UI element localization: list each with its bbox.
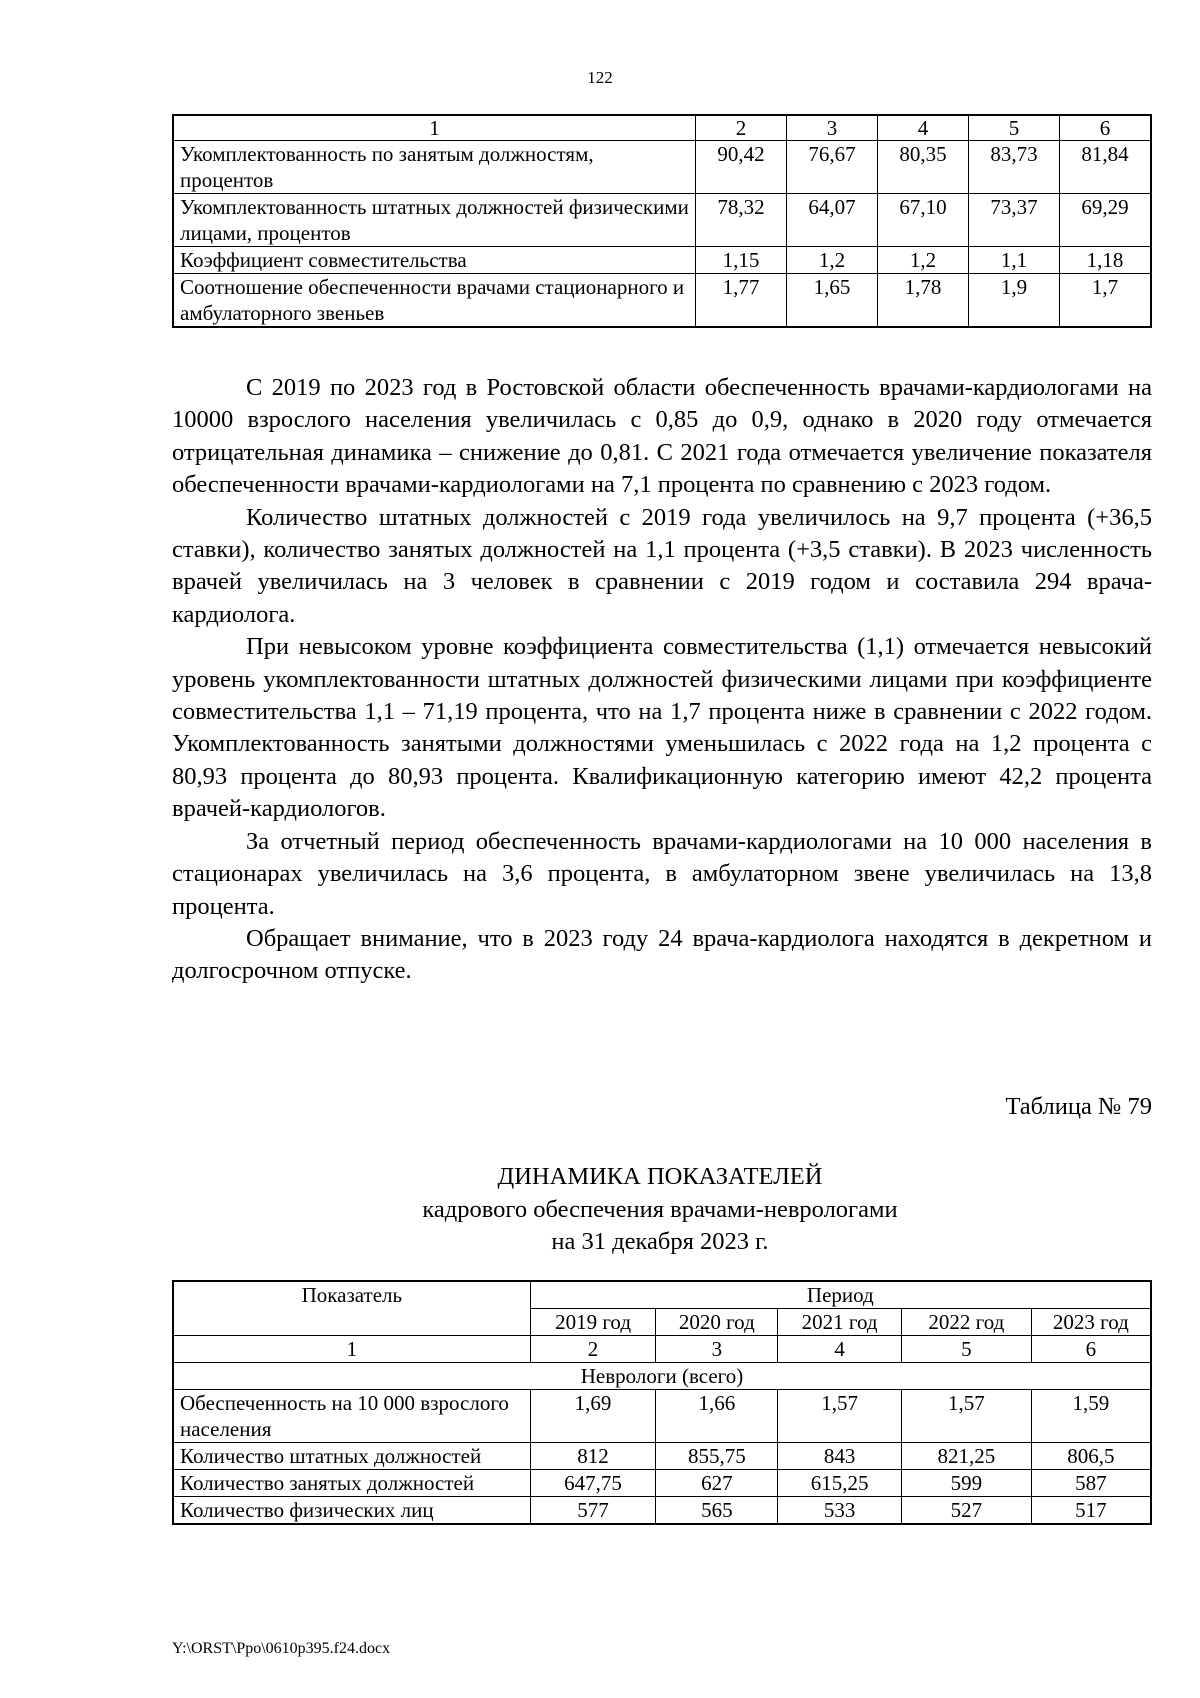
table-title: ДИНАМИКА ПОКАЗАТЕЛЕЙ: [497, 1163, 823, 1190]
row-label: Обеспеченность на 10 000 взрослого населения: [173, 1390, 530, 1443]
table-row: [173, 1470, 1151, 1497]
table-cell: 1,7: [1060, 274, 1152, 328]
table-row: [173, 247, 1151, 274]
column-number: 3: [656, 1336, 778, 1363]
table-row: [173, 194, 1151, 247]
table-cell: 517: [1031, 1497, 1151, 1525]
section-heading: Неврологи (всего): [173, 1363, 1151, 1390]
table-cell: 73,37: [969, 194, 1060, 247]
table-cell: 81,84: [1060, 141, 1152, 194]
table-cell: 843: [778, 1443, 902, 1470]
paragraph: С 2019 по 2023 год в Ростовской области обеспеченность врачами-кардиологами на 10000 взрослого населения увеличилась с 0,85 до 0,9, однако в 2020 году отмечается отрицательная динамика – снижение до 0,81. С 2021 года отмечается увеличение показателя обеспеченности врачами-кардиологами на 7,1 процента по сравнению с 2023 годом.: [172, 374, 1152, 499]
section-row: [173, 1363, 1151, 1390]
table-cell: 587: [1031, 1470, 1151, 1497]
paragraph: Обращает внимание, что в 2023 году 24 врача-кардиолога находятся в декретном и долгосрочном отпуске.: [172, 924, 1152, 985]
neurologists-staffing-table: [172, 1280, 1152, 1525]
table-cell: 90,42: [696, 141, 787, 194]
table-cell: 64,07: [787, 194, 878, 247]
table-row: [173, 141, 1151, 194]
table-cell: 533: [778, 1497, 902, 1525]
row-label: Коэффициент совместительства: [173, 247, 696, 274]
table-header-row: [173, 115, 1151, 141]
row-label: Укомплектованность по занятым должностям, процентов: [173, 141, 696, 194]
table-cell: 806,5: [1031, 1443, 1151, 1470]
table-cell: 821,25: [901, 1443, 1031, 1470]
table-header-cell: 6: [1060, 115, 1152, 141]
table-cell: 67,10: [878, 194, 969, 247]
table-cell: 1,15: [696, 247, 787, 274]
numbering-row: [173, 1336, 1151, 1363]
year-header: 2021 год: [778, 1309, 902, 1336]
staffing-table-continued: [172, 114, 1152, 328]
table-cell: 80,35: [878, 141, 969, 194]
table-cell: 1,65: [787, 274, 878, 328]
table-cell: 78,32: [696, 194, 787, 247]
table-cell: 1,66: [656, 1390, 778, 1443]
table-cell: 76,67: [787, 141, 878, 194]
table-cell: 69,29: [1060, 194, 1152, 247]
table-cell: 1,1: [969, 247, 1060, 274]
column-number: 1: [173, 1336, 530, 1363]
paragraph: При невысоком уровне коэффициента совместительства (1,1) отмечается невысокий уровень укомплектованности штатных должностей физическими лицами при коэффициенте совместительства 1,1 – 71,19 процента, что на 1,7 процента ниже в сравнении с 2022 годом. Укомплектованность занятыми должностями уменьшилась с 2022 года на 1,2 процента с 80,93 процента до 80,93 процента. Квалификационную категорию имеют 42,2 процента врачей-кардиологов.: [172, 633, 1152, 823]
table-cell: 1,57: [901, 1390, 1031, 1443]
table-cell: 627: [656, 1470, 778, 1497]
table-cell: 615,25: [778, 1470, 902, 1497]
table-row: [173, 1497, 1151, 1525]
table-cell: 1,18: [1060, 247, 1152, 274]
table-row: [173, 1390, 1151, 1443]
body-text: [172, 372, 1152, 988]
table-subtitle: кадрового обеспечения врачами-неврологами: [422, 1196, 898, 1223]
column-number: 5: [901, 1336, 1031, 1363]
table-cell: 565: [656, 1497, 778, 1525]
table-cell: 1,2: [878, 247, 969, 274]
table-header-cell: 2: [696, 115, 787, 141]
column-number: 4: [778, 1336, 902, 1363]
table-caption: Таблица № 79: [1005, 1093, 1152, 1120]
table-header-cell: 4: [878, 115, 969, 141]
table-cell: 1,77: [696, 274, 787, 328]
table-cell: 83,73: [969, 141, 1060, 194]
table-header-cell: 1: [173, 115, 696, 141]
table-cell: 1,69: [530, 1390, 656, 1443]
period-header: Период: [530, 1281, 1151, 1309]
table-cell: 1,2: [787, 247, 878, 274]
row-label: Количество физических лиц: [173, 1497, 530, 1525]
indicator-header: Показатель: [173, 1281, 530, 1336]
table-cell: 577: [530, 1497, 656, 1525]
year-header: 2023 год: [1031, 1309, 1151, 1336]
year-header: 2020 год: [656, 1309, 778, 1336]
table-row: [173, 1443, 1151, 1470]
paragraph: За отчетный период обеспеченность врачами-кардиологами на 10 000 населения в стационарах увеличилась на 3,6 процента, в амбулаторном звене увеличилась на 13,8 процента.: [172, 827, 1152, 920]
column-number: 6: [1031, 1336, 1151, 1363]
table-header-cell: 5: [969, 115, 1060, 141]
paragraph: Количество штатных должностей с 2019 года увеличилось на 9,7 процента (+36,5 ставки), количество занятых должностей на 1,1 процента (+3,5 ставки). В 2023 численность врачей увеличилась на 3 человек в сравнении с 2019 годом и составила 294 врача-кардиолога.: [172, 503, 1152, 628]
row-label: Укомплектованность штатных должностей физическими лицами, процентов: [173, 194, 696, 247]
row-label: Соотношение обеспеченности врачами стационарного и амбулаторного звеньев: [173, 274, 696, 328]
row-label: Количество занятых должностей: [173, 1470, 530, 1497]
year-header: 2019 год: [530, 1309, 656, 1336]
table-row: [173, 274, 1151, 328]
table-cell: 1,57: [778, 1390, 902, 1443]
table-header-row: [173, 1281, 1151, 1309]
table-header-cell: 3: [787, 115, 878, 141]
page-number: 122: [587, 68, 613, 87]
table-cell: 647,75: [530, 1470, 656, 1497]
table-cell: 1,59: [1031, 1390, 1151, 1443]
row-label: Количество штатных должностей: [173, 1443, 530, 1470]
table-subtitle-date: на 31 декабря 2023 г.: [551, 1228, 769, 1255]
table-cell: 1,78: [878, 274, 969, 328]
footer-file-path: Y:\ORST\Ppo\0610p395.f24.docx: [172, 1640, 391, 1657]
table-cell: 1,9: [969, 274, 1060, 328]
table-cell: 812: [530, 1443, 656, 1470]
column-number: 2: [530, 1336, 656, 1363]
table-cell: 599: [901, 1470, 1031, 1497]
year-header: 2022 год: [901, 1309, 1031, 1336]
table-cell: 855,75: [656, 1443, 778, 1470]
table-cell: 527: [901, 1497, 1031, 1525]
